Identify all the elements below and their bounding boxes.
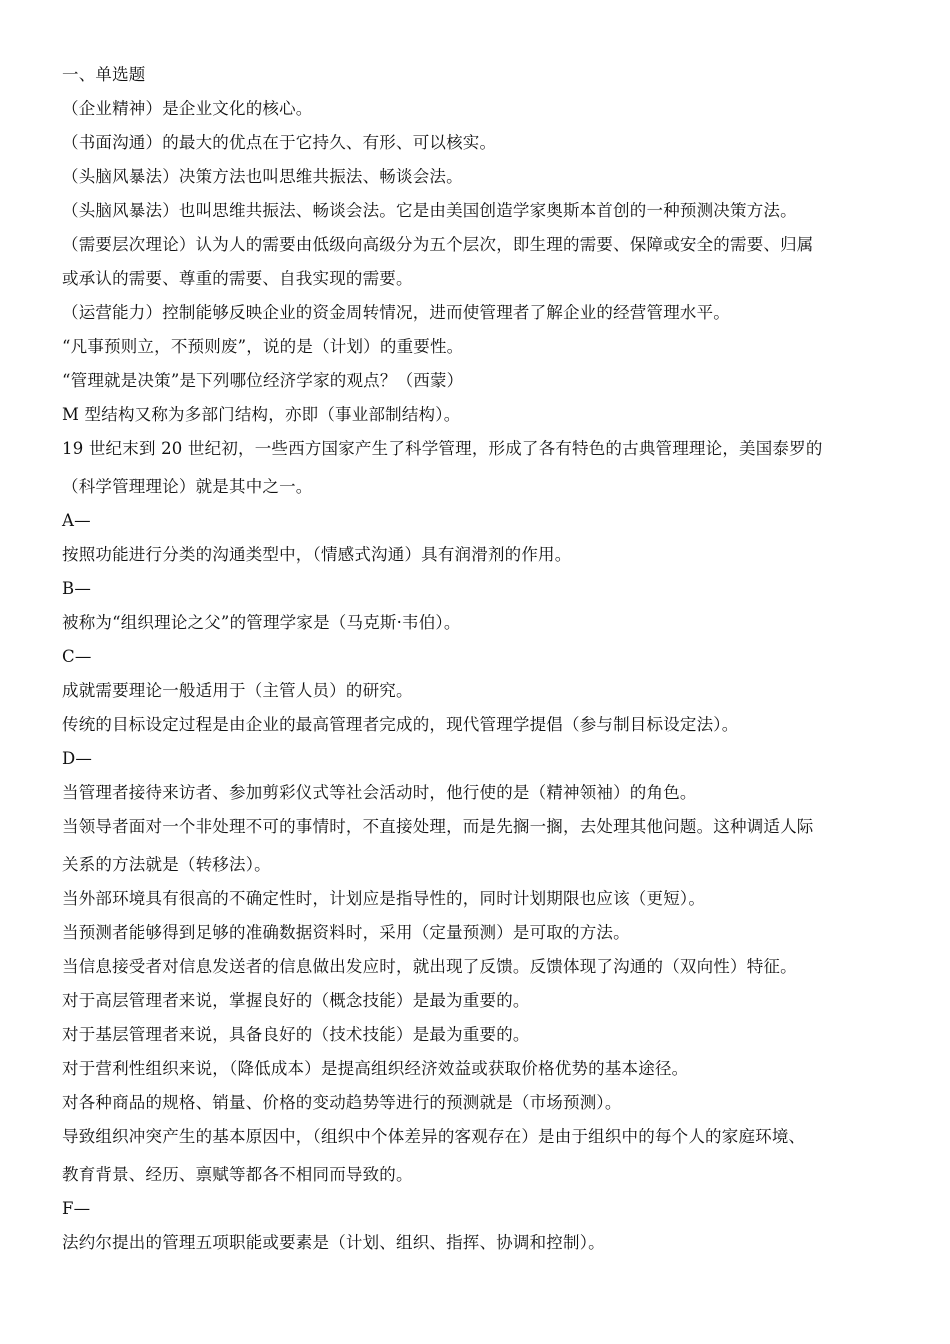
text-line: （需要层次理论）认为人的需要由低级向高级分为五个层次，即生理的需要、保障或安全的需要、归属 — [62, 235, 814, 254]
letter-heading-a: A— — [62, 511, 91, 530]
text-line: 当信息接受者对信息发送者的信息做出发应时，就出现了反馈。反馈体现了沟通的（双向性）特征。 — [62, 957, 797, 976]
text-line: 对各种商品的规格、销量、价格的变动趋势等进行的预测就是（市场预测）。 — [62, 1093, 622, 1112]
text-line: 当外部环境具有很高的不确定性时，计划应是指导性的，同时计划期限也应该（更短）。 — [62, 889, 706, 908]
text-line: 对于营利性组织来说，（降低成本）是提高组织经济效益或获取价格优势的基本途径。 — [62, 1059, 689, 1078]
text-line: 传统的目标设定过程是由企业的最高管理者完成的，现代管理学提倡（参与制目标设定法）。 — [62, 715, 739, 734]
text-line: （头脑风暴法）决策方法也叫思维共振法、畅谈会法。 — [62, 167, 463, 186]
text-line: “凡事预则立，不预则废”，说的是（计划）的重要性。 — [62, 337, 464, 356]
text-line: （书面沟通）的最大的优点在于它持久、有形、可以核实。 — [62, 133, 497, 152]
letter-heading-d: D— — [62, 749, 93, 768]
text-line: 19 世纪末到 20 世纪初，一些西方国家产生了科学管理，形成了各有特色的古典管理理论，美国泰罗的 — [62, 439, 823, 458]
text-line: 教育背景、经历、禀赋等都各不相同而导致的。 — [62, 1165, 413, 1184]
text-line: 关系的方法就是（转移法）。 — [62, 855, 271, 874]
text-line: M 型结构又称为多部门结构，亦即（事业部制结构）。 — [62, 405, 461, 424]
text-line: （企业精神）是企业文化的核心。 — [62, 99, 313, 118]
text-line: 或承认的需要、尊重的需要、自我实现的需要。 — [62, 269, 413, 288]
text-line: 法约尔提出的管理五项职能或要素是（计划、组织、指挥、协调和控制）。 — [62, 1233, 605, 1252]
letter-heading-f: F— — [62, 1199, 91, 1218]
text-line: 被称为“组织理论之父”的管理学家是（马克斯·韦伯）。 — [62, 613, 461, 632]
text-line: 当管理者接待来访者、参加剪彩仪式等社会活动时，他行使的是（精神领袖）的角色。 — [62, 783, 697, 802]
text-line: 导致组织冲突产生的基本原因中，（组织中个体差异的客观存在）是由于组织中的每个人的家庭环境、 — [62, 1127, 806, 1146]
text-line: 对于基层管理者来说，具备良好的（技术技能）是最为重要的。 — [62, 1025, 530, 1044]
text-line: （科学管理理论）就是其中之一。 — [62, 477, 313, 496]
letter-heading-c: C— — [62, 647, 92, 666]
text-line: （运营能力）控制能够反映企业的资金周转情况，进而使管理者了解企业的经营管理水平。 — [62, 303, 730, 322]
section-heading: 一、单选题 — [62, 65, 146, 84]
text-line: “管理就是决策”是下列哪位经济学家的观点？（西蒙） — [62, 371, 464, 390]
text-line: 对于高层管理者来说，掌握良好的（概念技能）是最为重要的。 — [62, 991, 530, 1010]
letter-heading-b: B— — [62, 579, 92, 598]
text-line: 按照功能进行分类的沟通类型中，（情感式沟通）具有润滑剂的作用。 — [62, 545, 572, 564]
text-line: 当领导者面对一个非处理不可的事情时，不直接处理，而是先搁一搁，去处理其他问题。这种调适人际 — [62, 817, 814, 836]
text-line: 成就需要理论一般适用于（主管人员）的研究。 — [62, 681, 413, 700]
text-line: 当预测者能够得到足够的准确数据资料时，采用（定量预测）是可取的方法。 — [62, 923, 630, 942]
text-line: （头脑风暴法）也叫思维共振法、畅谈会法。它是由美国创造学家奥斯本首创的一种预测决策方法。 — [62, 201, 797, 220]
document-body — [62, 62, 894, 1264]
